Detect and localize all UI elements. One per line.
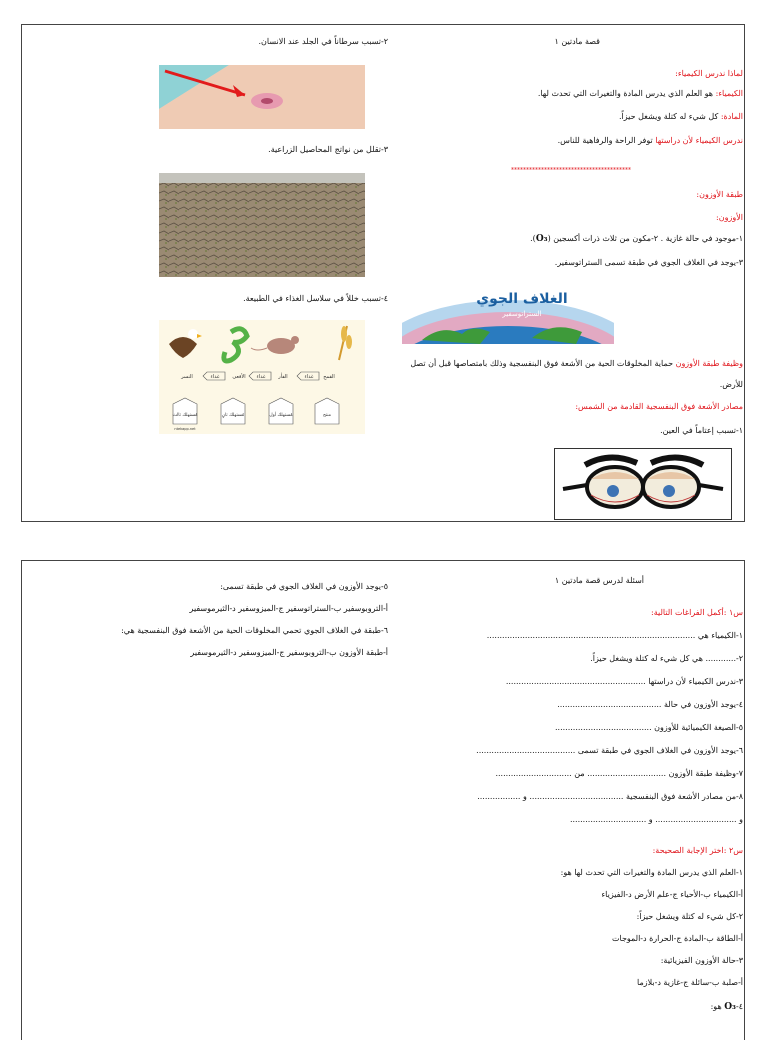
atmosphere-title: الغلاف الجوي <box>476 291 568 307</box>
questions-left-column <box>22 561 392 1040</box>
skin-cancer-image <box>159 65 365 129</box>
choice-options-5: أ-التروبوسفير ب-الستراتوسفير ج-الميزوسفير د-الثيرموسفير <box>189 604 388 613</box>
choice-options-3: أ-صلبة ب-سائلة ج-غازية د-بلازما <box>637 978 743 987</box>
ozone-fact-text: ١-موجود في حالة غازية . ٢-مكون من ثلاث ذرات أكسجين ( <box>547 234 743 243</box>
fill-blank-8: ٨-من مصادر الأشعة فوق البنفسجية ..................................... و ................. <box>477 792 743 801</box>
atmosphere-image <box>402 288 614 344</box>
choice-4-end: هو: <box>710 1002 725 1011</box>
choice-question-5: ٥-يوجد الأوزون في الغلاف الجوي في طبقة تسمى: <box>220 582 388 591</box>
matter-text: كل شيء له كتلة ويشغل حيزاً. <box>619 112 721 121</box>
why-study-statement <box>558 135 743 146</box>
matter-definition <box>619 111 743 122</box>
uv-effect-1: ١-تسبب إعتاماً في العين. <box>660 426 743 435</box>
worksheet-page-1 <box>21 24 745 522</box>
chain-label-snake: الأفعى <box>232 374 246 380</box>
chain-label-wheat: القمح <box>323 374 335 380</box>
fill-blank-5: ٥-الصيغة الكيميائية للأوزون ...................................... <box>555 723 743 732</box>
cloudy-eyes-image <box>554 448 732 520</box>
lesson-title: قصة مادتين ١ <box>554 37 600 46</box>
ozone-fact-end: ). <box>530 234 536 243</box>
producer-box: منتج <box>322 413 332 418</box>
stratosphere-label: الستراتوسفير <box>502 310 542 318</box>
fill-blank-2: ٢-............ هي كل شيء له كتلة ويشغل حيزاً. <box>590 654 743 663</box>
fill-blank-4: ٤-يوجد الأوزون في حالة ......................................... <box>557 700 743 709</box>
choice-question-4 <box>711 1001 743 1013</box>
second-consumer-box: مُستهلك ثانٍ <box>221 413 245 418</box>
matter-label: المادة: <box>720 112 743 121</box>
ozone-formula: O₃ <box>535 234 548 244</box>
ozone-heading: الأوزون: <box>716 213 743 222</box>
chemistry-definition <box>538 88 743 99</box>
chain-label-eagle: النسر <box>181 374 193 380</box>
worksheet-page-2 <box>21 560 745 1040</box>
why-study-red: ندرس الكيمياء لأن دراستها <box>655 136 743 145</box>
dry-field-image <box>159 173 365 277</box>
uv-sources-heading: مصادر الأشعة فوق البنفسجية القادمة من الشمس: <box>575 402 743 411</box>
third-consumer-box: مُستهلك ثالث <box>172 413 198 418</box>
first-consumer-box: مُستهلك أول <box>269 413 293 418</box>
uv-effect-3: ٣-تقلل من نواتج المحاصيل الزراعية. <box>268 145 388 154</box>
why-study-rest: توفر الراحة والرفاهية للناس. <box>557 136 656 145</box>
choice-question-6: ٦-طبقة في الغلاف الجوي تحمي المخلوقات الحية من الأشعة فوق البنفسجية هي: <box>121 626 388 635</box>
image-watermark: ntekapp.net <box>174 427 196 431</box>
uv-effect-2: ٢-تسبب سرطاناً في الجلد عند الانسان. <box>258 37 388 46</box>
questions-right-column <box>392 561 746 1040</box>
question-1-heading: س١ :أكمل الفراغات التالية: <box>651 608 743 617</box>
choice-question-1: ١-العلم الذي يدرس المادة والتغيرات التي تحدث لها هو: <box>560 868 743 877</box>
fill-blank-8-cont: و ................................ و .............................. <box>569 815 743 824</box>
ozone-function <box>410 358 743 369</box>
choice-4-number: ٤- <box>736 1002 743 1011</box>
ozone-layer-heading: طبقة الأوزون: <box>696 190 743 199</box>
food-chain-image <box>159 320 365 434</box>
choice-options-6: أ-طبقة الأوزون ب-التروبوسفير ج-الميزوسفير د-الثيرموسفير <box>190 648 388 657</box>
choice-question-3: ٣-حالة الأوزون الفيزيائية: <box>660 956 743 965</box>
choice-question-2: ٢-كل شيء له كتلة ويشغل حيزاً: <box>636 912 743 921</box>
chain-label-food-1: غذاء <box>304 374 314 380</box>
question-2-heading: س٢ :اختر الإجابة الصحيحة: <box>652 846 743 855</box>
ozone-function-text: حماية المخلوقات الحية من الأشعة فوق البنفسجية وذلك بامتصاصها قبل أن تصل <box>410 359 676 368</box>
ozone-facts-1-2 <box>530 233 743 245</box>
why-study-heading: لماذا ندرس الكيمياء: <box>675 69 743 78</box>
choice-options-2: أ-الطاقة ب-المادة ج-الحرارة د-الموجات <box>611 934 743 943</box>
left-column <box>22 25 392 521</box>
chain-label-food-2: غذاء <box>256 374 266 380</box>
fill-blank-6: ٦-يوجد الأوزون في الغلاف الجوي في طبقة تسمى ....................................... <box>476 746 743 755</box>
star-divider: **************************************** <box>511 167 631 174</box>
chain-label-mouse: الفأر <box>278 374 288 380</box>
fill-blank-1: ١-الكيمياء هي .................................................................................. <box>486 631 743 640</box>
questions-title: أسئلة لدرس قصة مادتين ١ <box>554 576 644 585</box>
ozone-function-end: للأرض. <box>719 380 743 389</box>
chemistry-label: الكيمياء: <box>715 89 743 98</box>
fill-blank-3: ٣-ندرس الكيمياء لأن دراستها ....................................................... <box>505 677 743 686</box>
chemistry-text: هو العلم الذي يدرس المادة والتغيرات التي تحدث لها. <box>537 89 716 98</box>
ozone-function-label: وظيفة طبقة الأوزون <box>675 359 743 368</box>
right-column <box>392 25 746 521</box>
ozone-fact-3: ٣-يوجد في الغلاف الجوي في طبقة تسمى الستراتوسفير. <box>554 258 743 267</box>
choice-options-1: أ-الكيمياء ب-الأحياء ج-علم الأرض د-الفيزياء <box>601 890 743 899</box>
choice-4-formula: O₃ <box>724 1002 736 1012</box>
fill-blank-7: ٧-وظيفة طبقة الأوزون ............................... من .............................. <box>495 769 743 778</box>
chain-label-food-3: غذاء <box>210 374 220 380</box>
uv-effect-4: ٤-تسبب خللاً في سلاسل الغذاء في الطبيعة. <box>243 294 388 303</box>
